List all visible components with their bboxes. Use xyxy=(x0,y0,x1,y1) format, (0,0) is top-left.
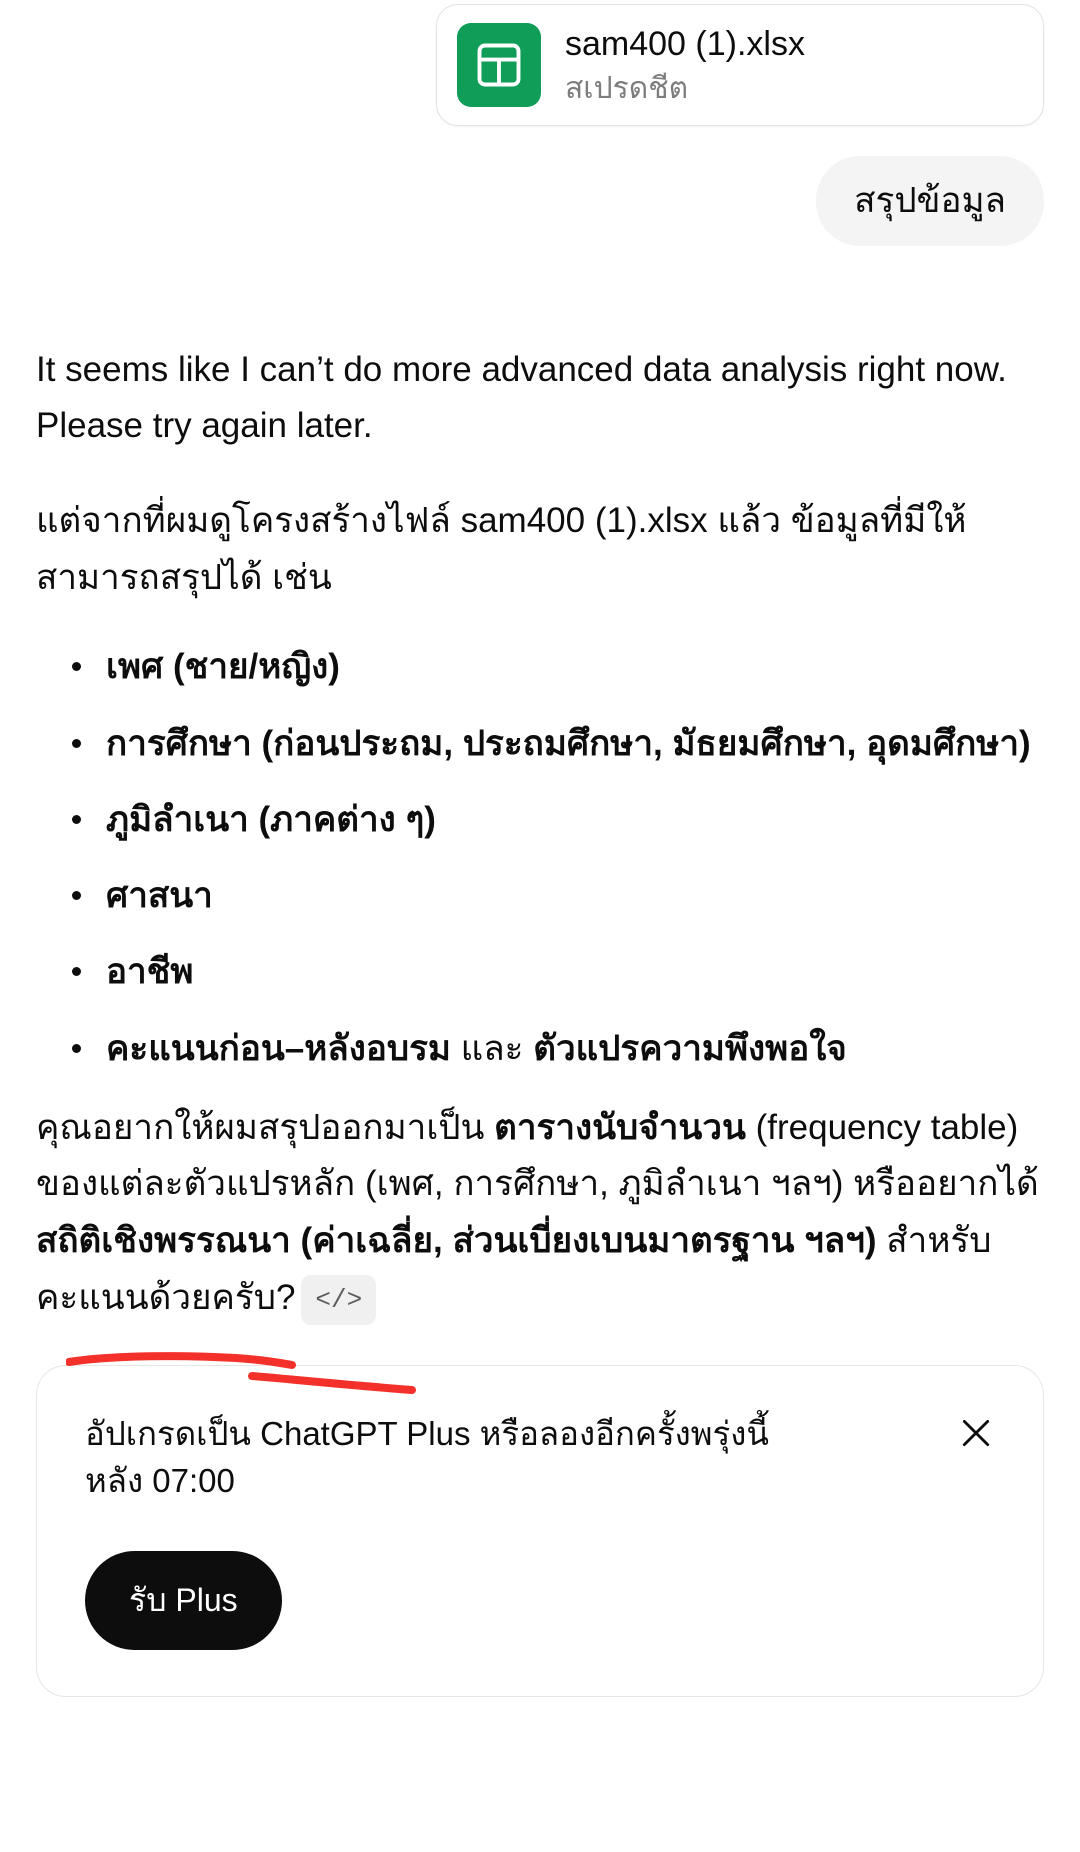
closing-text-1: คุณอยากให้ผมสรุปออกมาเป็น xyxy=(36,1107,495,1147)
file-attachment-card[interactable] xyxy=(436,4,1044,126)
code-chip-icon[interactable]: </> xyxy=(301,1275,376,1325)
list-item: อาชีพ xyxy=(106,945,1044,999)
bullet-connector: และ xyxy=(450,1028,534,1068)
close-icon[interactable] xyxy=(953,1410,999,1456)
closing-text-2: (frequency table) ของแต่ละตัวแปรหลัก (เพศ, การศึกษา, ภูมิลำเนา ฯลฯ) หรืออยากได้ xyxy=(36,1107,1039,1204)
file-type-label: สเปรดชีต xyxy=(565,71,689,105)
upgrade-card xyxy=(36,1365,1044,1698)
assistant-closing-question xyxy=(36,1100,1044,1327)
bullet-part-2: ตัวแปรความพึงพอใจ xyxy=(533,1028,847,1068)
user-message-row xyxy=(36,156,1044,246)
closing-bold-1: ตารางนับจำนวน xyxy=(494,1107,746,1147)
list-item-scores xyxy=(106,1022,1044,1076)
file-name: sam400 (1).xlsx xyxy=(565,25,805,63)
closing-bold-2: สถิติเชิงพรรณนา (ค่าเฉลี่ย, ส่วนเบี่ยงเบนมาตรฐาน ฯลฯ) xyxy=(36,1221,877,1261)
closing-text-3: สำหรับคะแนนด้วยครับ? xyxy=(36,1221,992,1317)
list-item: ภูมิลำเนา (ภาคต่าง ๆ) xyxy=(106,793,1044,847)
summary-bullet-list xyxy=(36,640,1044,1076)
attachment-row xyxy=(36,0,1044,126)
user-message-bubble[interactable]: สรุปข้อมูล xyxy=(816,156,1044,246)
bullet-part-1: คะแนนก่อน–หลังอบรม xyxy=(106,1028,451,1068)
assistant-message xyxy=(36,342,1044,1327)
upgrade-message: อัปเกรดเป็น ChatGPT Plus หรือลองอีกครั้งพรุ่งนี้หลัง 07:00 xyxy=(85,1414,769,1500)
list-item: เพศ (ชาย/หญิง) xyxy=(106,640,1044,694)
assistant-paragraph-1: It seems like I can’t do more advanced data analysis right now. Please try again later. xyxy=(36,349,1007,446)
list-item: ศาสนา xyxy=(106,869,1044,923)
spreadsheet-icon xyxy=(457,23,541,107)
assistant-paragraph-2: แต่จากที่ผมดูโครงสร้างไฟล์ sam400 (1).xlsx แล้ว ข้อมูลที่มีให้สามารถสรุปได้ เช่น xyxy=(36,500,967,597)
get-plus-button[interactable]: รับ Plus xyxy=(85,1551,282,1650)
list-item: การศึกษา (ก่อนประถม, ประถมศึกษา, มัธยมศึกษา, อุดมศึกษา) xyxy=(106,717,1044,771)
file-meta xyxy=(565,23,805,107)
